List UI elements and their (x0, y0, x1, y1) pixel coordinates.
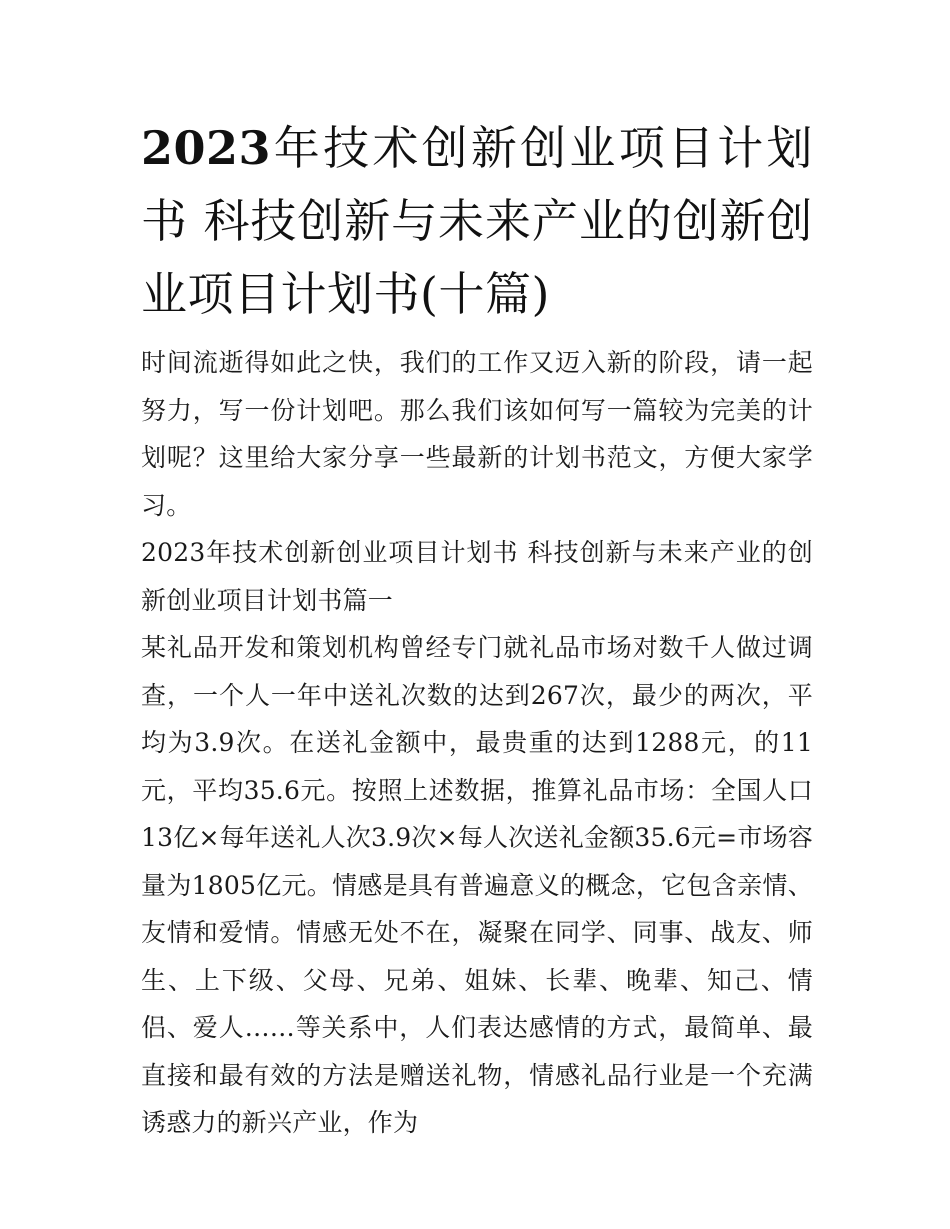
intro-paragraph: 时间流逝得如此之快，我们的工作又迈入新的阶段，请一起努力，写一份计划吧。那么我们该如何写一篇较为完美的计划呢？这里给大家分享一些最新的计划书范文，方便大家学习。 (141, 348, 813, 520)
section-heading: 2023年技术创新创业项目计划书 科技创新与未来产业的创新创业项目计划书篇一 (141, 538, 813, 615)
document-title (141, 112, 813, 331)
title-text: 年技术创新创业项目计划书 科技创新与未来产业的创新创业项目计划书(十篇) (141, 121, 813, 321)
document-content (141, 112, 813, 1147)
title-year: 2023 (141, 121, 272, 175)
body-paragraph: 某礼品开发和策划机构曾经专门就礼品市场对数千人做过调查，一个人一年中送礼次数的达到267次，最少的两次，平均为3.9次。在送礼金额中，最贵重的达到1288元，的11元，平均35.6元。按照上述数据，推算礼品市场：全国人口13亿×每年送礼人次3.9次×每人次送礼金额35.6元=市场容量为1805亿元。情感是具有普遍意义的概念，它包含亲情、友情和爱情。情感无处不在，凝聚在同学、同事、战友、师生、上下级、父母、兄弟、姐妹、长辈、晚辈、知己、情侣、爱人……等关系中，人们表达感情的方式，最简单、最直接和最有效的方法是赠送礼物，情感礼品行业是一个充满诱惑力的新兴产业，作为 (141, 633, 813, 1137)
